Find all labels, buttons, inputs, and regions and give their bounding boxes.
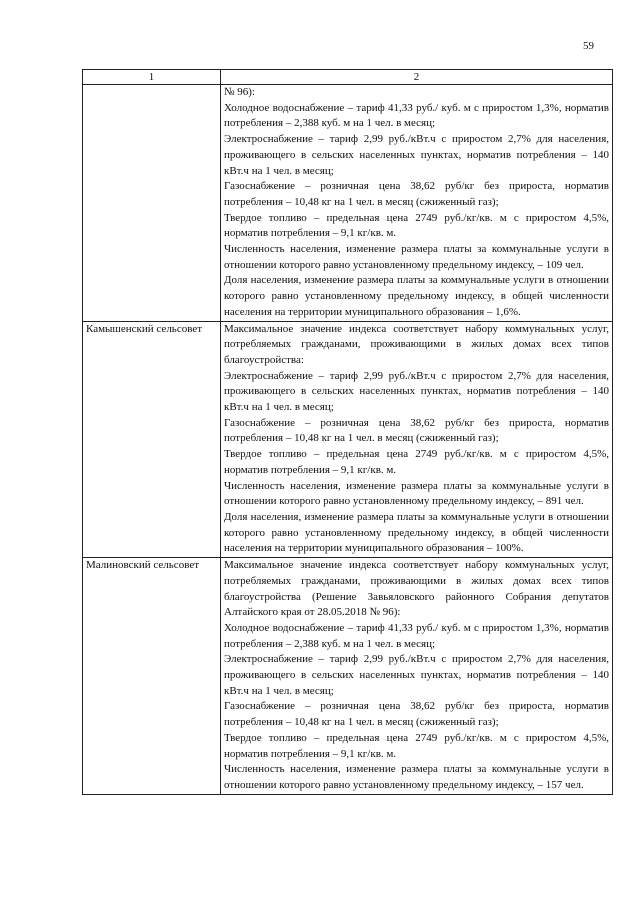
index-table xyxy=(82,69,613,795)
paragraph: Доля населения, изменение размера платы за коммунальные услуги в отношении которого равно установленному предельному индексу, в общей численности населения на территории муниципального образования – 1,6%. xyxy=(224,274,609,318)
paragraph: Электроснабжение – тариф 2,99 руб./кВт.ч с приростом 2,7% для населения, проживающего в сельских населенных пунктах, норматив потребления – 140 кВт.ч на 1 чел. в месяц; xyxy=(224,653,609,697)
header-row xyxy=(83,70,613,85)
page-number: 59 xyxy=(583,40,594,52)
municipality-name xyxy=(83,85,221,322)
index-description xyxy=(221,321,613,558)
paragraph: Максимальное значение индекса соответствует набору коммунальных услуг, потребляемых гражданами, проживающими в жилых домах всех типов благоустройства: xyxy=(224,322,609,366)
paragraph: Численность населения, изменение размера платы за коммунальные услуги в отношении которого равно установленному предельному индексу, – 157 чел. xyxy=(224,763,609,791)
column-header-2: 2 xyxy=(221,70,613,85)
paragraph: Доля населения, изменение размера платы за коммунальные услуги в отношении которого равно установленному предельному индексу, в общей численности населения на территории муниципального образования – 100%. xyxy=(224,510,609,555)
paragraph: Твердое топливо – предельная цена 2749 руб./кг/кв. м с приростом 4,5%, норматив потребления – 9,1 кг/кв. м. xyxy=(224,211,609,240)
paragraph: Электроснабжение – тариф 2,99 руб./кВт.ч с приростом 2,7% для населения, проживающего в сельских населенных пунктах, норматив потребления – 140 кВт.ч на 1 чел. в месяц; xyxy=(224,369,609,414)
paragraph: Холодное водоснабжение – тариф 41,33 руб./ куб. м с приростом 1,3%, норматив потребления – 2,388 куб. м на 1 чел. в месяц; xyxy=(224,101,609,130)
municipality-name: Камышенский сельсовет xyxy=(83,321,221,558)
paragraph: Твердое топливо – предельная цена 2749 руб./кг/кв. м с приростом 4,5%, норматив потребления – 9,1 кг/кв. м. xyxy=(224,448,609,476)
paragraph: № 96): xyxy=(224,86,255,98)
table-row xyxy=(83,85,613,322)
paragraph: Газоснабжение – розничная цена 38,62 руб/кг без прироста, норматив потребления – 10,48 кг на 1 чел. в месяц (сжиженный газ); xyxy=(224,700,609,729)
paragraph: Газоснабжение – розничная цена 38,62 руб/кг без прироста, норматив потребления – 10,48 кг на 1 чел. в месяц (сжиженный газ); xyxy=(224,416,609,445)
table-row xyxy=(83,321,613,558)
paragraph: Газоснабжение – розничная цена 38,62 руб/кг без прироста, норматив потребления – 10,48 кг на 1 чел. в месяц (сжиженный газ); xyxy=(224,180,609,208)
column-header-1: 1 xyxy=(83,70,221,85)
paragraph: Твердое топливо – предельная цена 2749 руб./кг/кв. м с приростом 4,5%, норматив потребления – 9,1 кг/кв. м. xyxy=(224,731,609,760)
municipality-name: Малиновский сельсовет xyxy=(83,558,221,795)
table-row xyxy=(83,558,613,795)
paragraph: Электроснабжение – тариф 2,99 руб./кВт.ч с приростом 2,7% для населения, проживающего в сельских населенных пунктах, норматив потребления – 140 кВт.ч на 1 чел. в месяц; xyxy=(224,133,609,177)
paragraph: Холодное водоснабжение – тариф 41,33 руб./ куб. м с приростом 1,3%, норматив потребления – 2,388 куб. м на 1 чел. в месяц; xyxy=(224,621,609,650)
index-description xyxy=(221,85,613,322)
paragraph: Максимальное значение индекса соответствует набору коммунальных услуг, потребляемых гражданами, проживающими в жилых домах всех типов благоустройства (Решение Завьяловского районного Собрания депутатов Алтайского края от 28.05.2018 № 96): xyxy=(224,559,609,619)
paragraph: Численность населения, изменение размера платы за коммунальные услуги в отношении которого равно установленному предельному индексу, – 109 чел. xyxy=(224,243,609,271)
index-description xyxy=(221,558,613,795)
paragraph: Численность населения, изменение размера платы за коммунальные услуги в отношении которого равно установленному предельному индексу, – 891 чел. xyxy=(224,479,609,508)
